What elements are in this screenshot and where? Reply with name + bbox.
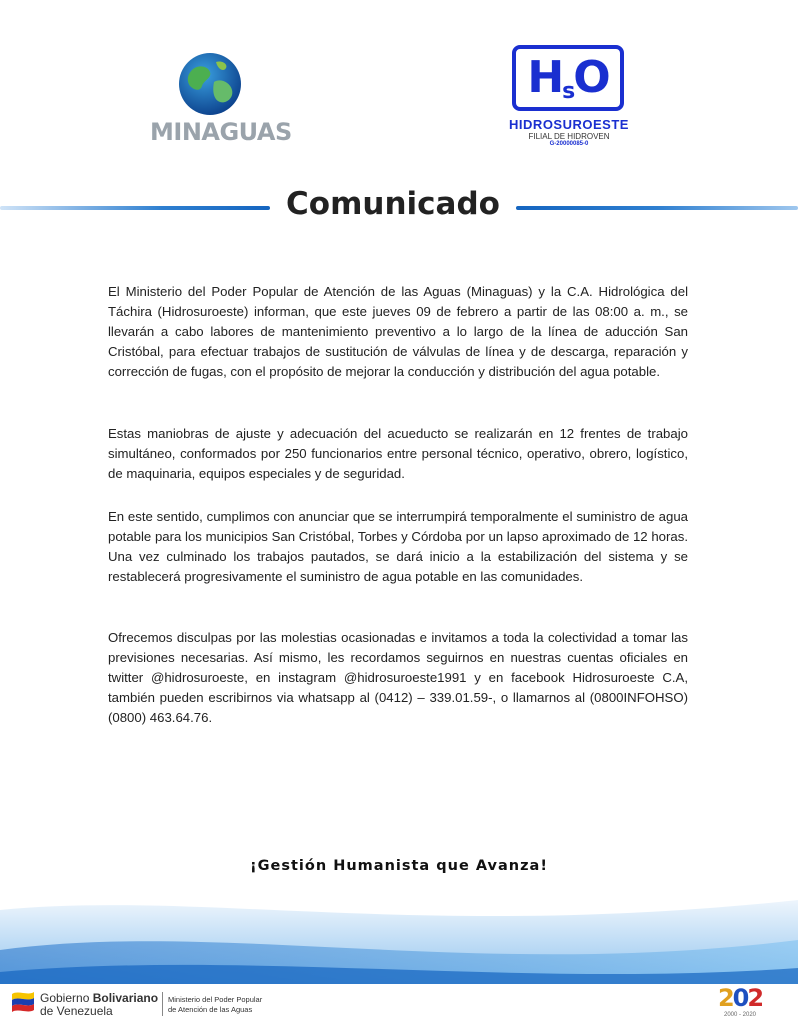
anniv-digit-3: 2 — [747, 984, 763, 1012]
document-title: Comunicado — [286, 186, 500, 222]
gobierno-line1 — [40, 991, 158, 1005]
anniversary-years: 2000 - 2020 — [723, 1012, 757, 1018]
ministry-line2: de Atención de las Aguas — [168, 1005, 253, 1014]
gobierno-line2: de Venezuela — [40, 1004, 113, 1018]
title-divider-left — [0, 206, 270, 210]
paragraph-1: El Ministerio del Poder Popular de Atención de las Aguas (Minaguas) y la C.A. Hidrológica del Táchira (Hidrosuroeste) informan, que este jueves 09 de febrero a partir de las 08:00 a. m., se llevarán a cabo labores de mantenimiento preventivo a lo largo de la línea de aducción San Cristóbal, para efectuar trabajos de sustitución de válvulas de línea y de descarga, reparación y corrección de fugas, con el propósito de mejorar la conducción y distribución del agua potable. — [108, 284, 688, 379]
slogan: ¡Gestión Humanista que Avanza! — [250, 858, 548, 874]
anniversary-number — [708, 984, 772, 1012]
minaguas-wordmark: MINAGUAS — [150, 118, 292, 146]
hso-mark-s: s — [562, 79, 574, 104]
paragraph-3: En este sentido, cumplimos con anunciar que se interrumpirá temporalmente el suministro de agua potable para los municipios San Cristóbal, Torbes y Córdoba por un lapso aproximado de 12 horas. Una vez culminado los trabajos pautados, se dará inicio a la estabilización del sistema y se restablecerá progresivamente el suministro de agua potable en las comunidades. — [108, 509, 688, 584]
anniv-digit-2: 0 — [732, 984, 748, 1012]
title-divider-right — [516, 206, 798, 210]
hso-logo-frame — [512, 45, 624, 111]
paragraph-2: Estas maniobras de ajuste y adecuación del acueducto se realizarán en 12 frentes de trabajo simultáneo, conformados por 250 funcionarios entre personal técnico, operativo, obrero, logístico, de maquinaria, equipos especiales y de seguridad. — [108, 426, 688, 481]
gobierno-bold: Bolivariano — [92, 991, 159, 1005]
anniv-digit-1: 2 — [717, 984, 733, 1012]
minaguas-logo — [150, 52, 292, 152]
ministry-line1: Ministerio del Poder Popular — [168, 995, 263, 1004]
paragraph-4: Ofrecemos disculpas por las molestias ocasionadas e invitamos a toda la colectividad a tomar las previsiones necesarias. Así mismo, les recordamos seguirnos en nuestras cuentas oficiales en twitter @hidrosuroeste, en instagram @hidrosuroeste1991 y en facebook Hidrosuroeste C.A, también pueden escribirnos via whatsapp al (0412) – 339.01.59-, o llamarnos al (0800INFOHSO) (0800) 463.64.76. — [108, 630, 688, 725]
globe-icon — [178, 52, 242, 116]
hso-subtitle: FILIAL DE HIDROVEN — [528, 132, 610, 141]
footer-divider — [162, 992, 163, 1016]
hso-mark-h: H — [527, 52, 563, 103]
hso-name: HIDROSUROESTE — [509, 117, 629, 132]
hso-logo-mark — [527, 52, 608, 104]
hidrosuroeste-logo — [504, 45, 634, 155]
gobierno-bolivariano-logo — [10, 988, 180, 1018]
anniversary-logo — [708, 984, 772, 1020]
title-row — [0, 186, 798, 230]
venezuela-flag-icon — [10, 990, 36, 1014]
gobierno-prefix: Gobierno — [40, 991, 93, 1005]
hso-mark-o: O — [573, 52, 609, 103]
hso-rif: G-20000085-0 — [549, 141, 589, 147]
